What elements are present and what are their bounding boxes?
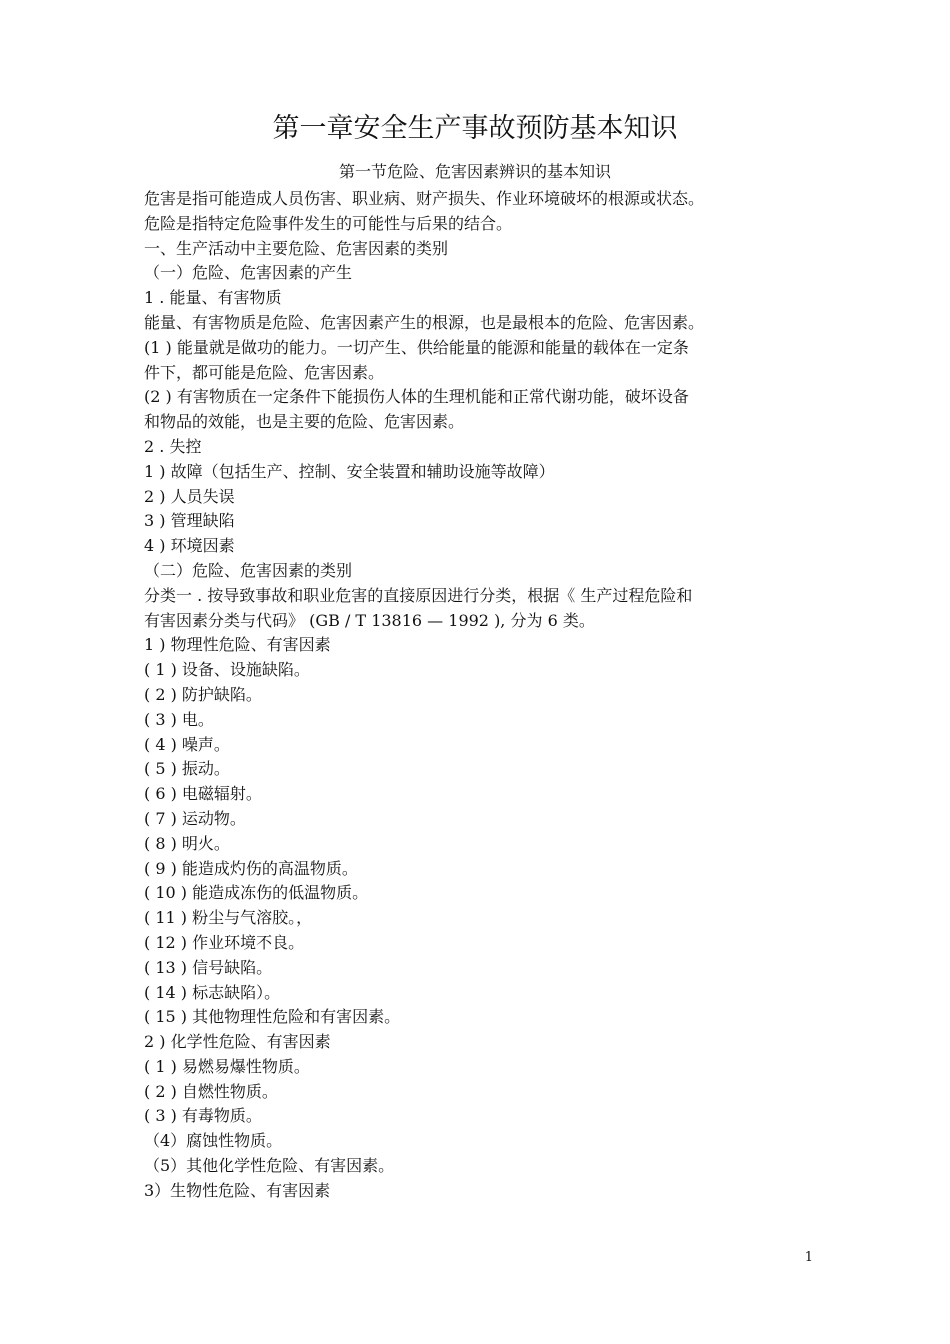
text-line: ( 3 ) 电。 (144, 709, 214, 729)
text-line: ( 10 ) 能造成冻伤的低温物质。 (144, 883, 369, 903)
text-line: 能量、有害物质是危险、危害因素产生的根源，也是最根本的危险、危害因素。 (144, 312, 705, 332)
text-line: ( 2 ) 防护缺陷。 (144, 684, 262, 704)
text-line: （5）其他化学性危险、有害因素。 (144, 1156, 395, 1176)
text-line: 一、生产活动中主要危险、危害因素的类别 (144, 238, 449, 258)
text-line: 4 ) 环境因素 (144, 536, 235, 556)
text-line: 3 ) 管理缺陷 (144, 511, 235, 531)
text-line: 1 ) 故障（包括生产、控制、安全装置和辅助设施等故障） (144, 461, 555, 481)
text-line: （二）危险、危害因素的类别 (144, 560, 353, 580)
text-line: 2 ) 化学性危险、有害因素 (144, 1032, 331, 1052)
text-line: （4）腐蚀性物质。 (144, 1131, 283, 1151)
text-line: ( 3 ) 有毒物质。 (144, 1106, 262, 1126)
text-line: ( 15 ) 其他物理性危险和有害因素。 (144, 1007, 401, 1027)
text-line: ( 13 ) 信号缺陷。 (144, 957, 273, 977)
text-line: (1 ) 能量就是做功的能力。一切产生、供给能量的能源和能量的载体在一定条 (144, 337, 689, 357)
text-line: ( 12 ) 作业环境不良。 (144, 932, 305, 952)
text-line: 1 ) 物理性危险、有害因素 (144, 635, 331, 655)
document-body (144, 187, 816, 1204)
text-line: ( 7 ) 运动物。 (144, 808, 246, 828)
text-line: ( 11 ) 粉尘与气溶胶。， (144, 908, 313, 928)
text-line: ( 9 ) 能造成灼伤的高温物质。 (144, 858, 358, 878)
text-line: 有害因素分类与代码》 (GB / T 13816 — 1992 ), 分为 6 类。 (144, 610, 595, 630)
text-line: 3）生物性危险、有害因素 (144, 1180, 331, 1200)
text-line: （一）危险、危害因素的产生 (144, 263, 353, 283)
text-line: 和物品的效能，也是主要的危险、危害因素。 (144, 412, 465, 432)
text-line: ( 14 ) 标志缺陷）。 (144, 982, 281, 1002)
text-line: ( 2 ) 自燃性物质。 (144, 1081, 278, 1101)
text-line: ( 5 ) 振动。 (144, 759, 230, 779)
text-line: 危险是指特定危险事件发生的可能性与后果的结合。 (144, 213, 513, 233)
text-line: ( 4 ) 噪声。 (144, 734, 230, 754)
text-line: 1 . 能量、有害物质 (144, 288, 282, 308)
text-line: 2 ) 人员失误 (144, 486, 235, 506)
page-number: 1 (804, 1250, 813, 1265)
text-line: ( 8 ) 明火。 (144, 833, 230, 853)
section-title: 第一节危险、危害因素辨识的基本知识 (338, 162, 611, 181)
text-line: 分类一 . 按导致事故和职业危害的直接原因进行分类，根据《 生产过程危险和 (144, 585, 693, 605)
text-line: 件下，都可能是危险、危害因素。 (144, 362, 385, 382)
text-line: 2 . 失控 (144, 436, 202, 456)
text-line: (2 ) 有害物质在一定条件下能损伤人体的生理机能和正常代谢功能，破坏设备 (144, 387, 689, 407)
text-line: 危害是指可能造成人员伤害、职业病、财产损失、作业环境破坏的根源或状态。 (144, 189, 705, 208)
chapter-title: 第一章安全生产事故预防基本知识 (272, 113, 678, 144)
text-line: ( 1 ) 设备、设施缺陷。 (144, 660, 310, 680)
text-line: ( 1 ) 易燃易爆性物质。 (144, 1056, 310, 1076)
text-line: ( 6 ) 电磁辐射。 (144, 784, 262, 804)
